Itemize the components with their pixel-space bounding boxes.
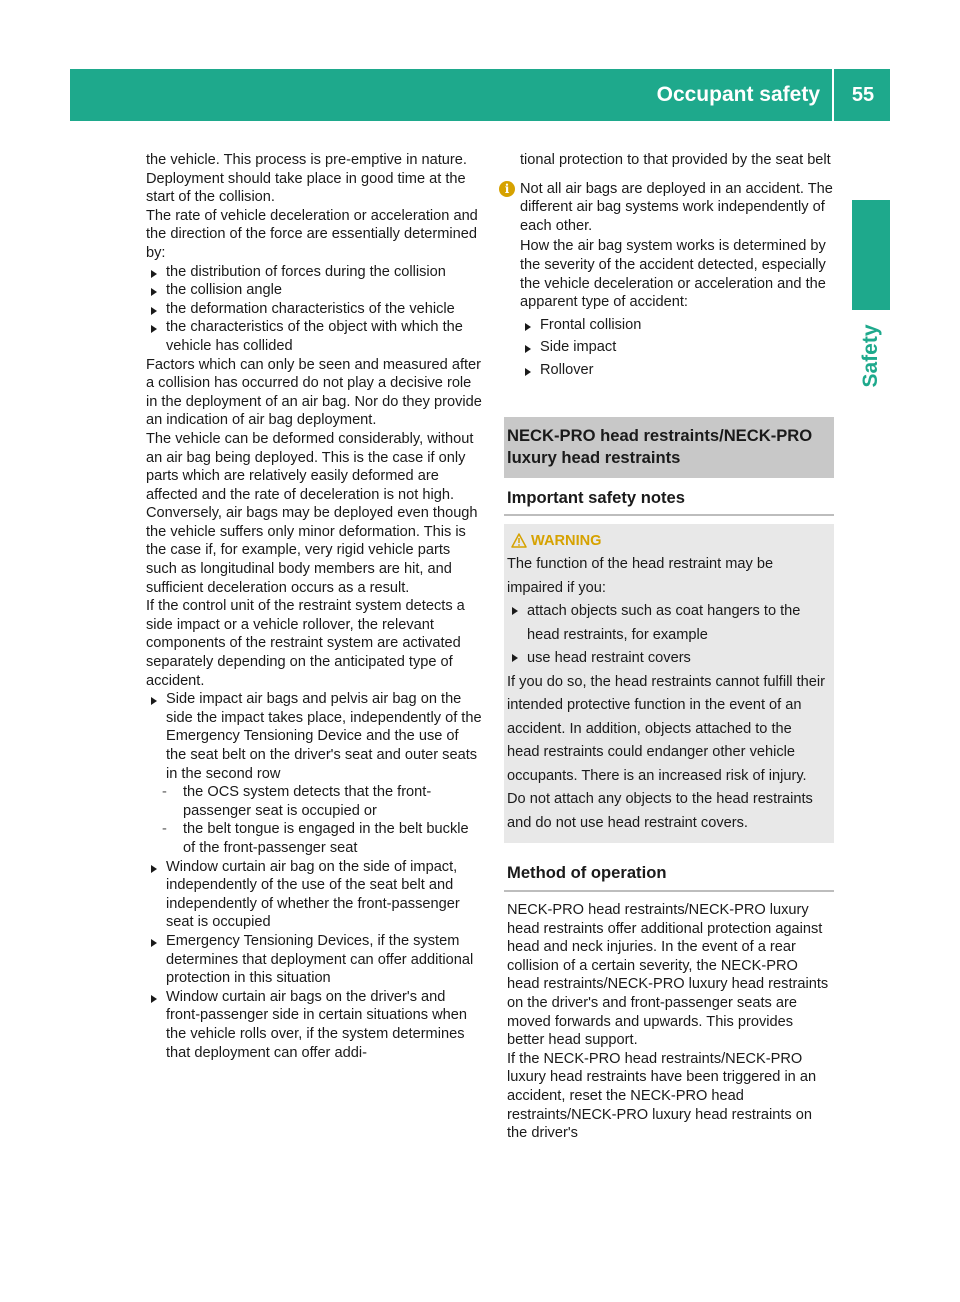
header-bar (70, 69, 890, 121)
info-text: How the air bag system works is determined by the severity of the accident detected, especially the vehicle deceleration or acceleration and the apparent type of accident: (520, 238, 826, 311)
list-item: Frontal collision (520, 316, 834, 335)
warning-icon (511, 533, 527, 548)
paragraph: NECK-PRO head restraints/NECK-PRO luxury head restraints offer additional protection against head and neck injuries. In the event of a rear collision of a certain severity, the NECK-PRO head restraints/NECK-PRO luxury head restraints on the driver's and front-passenger seats are moved forwards and upwards. This provides better head support. (507, 902, 829, 1049)
paragraph: The function of the head restraint may be impaired if you: (507, 556, 774, 596)
side-tab-label: Safety (859, 324, 882, 388)
page-number: 55 (851, 84, 875, 106)
warning-title: WARNING (531, 532, 602, 549)
paragraph: the vehicle. This process is pre-emptive in nature. Deployment should take place in good time at the start of the collision. (146, 152, 467, 206)
list-item: the characteristics of the object with which the vehicle has collided (146, 318, 482, 355)
paragraph: The vehicle can be deformed considerably, without an air bag being deployed. This is the case if only parts which are relatively easily deformed are affected and the rate of deceleration is not high. Conversely, air bags may be deployed even though the vehicle suffers only minor deformation. This is the case if, for example, very rigid vehicle parts such as longitudinal body members are hit, and sufficient deceleration occurs as a result. (146, 430, 478, 596)
list-item: Side impact air bags and pelvis air bag on the side the impact takes place, independently of the Emergency Tensioning Device and the use of the seat belt on the driver's seat and outer seats in the second row (146, 690, 482, 783)
list-item: the collision angle (146, 281, 482, 300)
warning-box (504, 524, 834, 844)
list-item: Window curtain air bags on the driver's and front-passenger side in certain situations when the vehicle rolls over, if the system determines that deployment can offer addi- (146, 988, 482, 1062)
list-item: use head restraint covers (507, 647, 826, 671)
page-title: Occupant safety (656, 83, 820, 106)
info-icon: i (499, 181, 515, 197)
list-item: attach objects such as coat hangers to the head restraints, for example (507, 600, 826, 647)
subheading: Important safety notes (504, 487, 834, 516)
paragraph: If the control unit of the restraint system detects a side impact or a vehicle rollover, the relevant components of the restraint system are activated separately depending on the anticipated type of accident. (146, 598, 465, 689)
info-note (504, 180, 834, 380)
left-column (146, 151, 482, 1062)
right-column (504, 151, 834, 1143)
list-item: the deformation characteristics of the vehicle (146, 300, 482, 319)
info-text: Not all air bags are deployed in an accident. The different air bag systems work independently of each other. (520, 180, 833, 234)
section-title: NECK-PRO head restraints/NECK-PRO luxury head restraints (504, 417, 834, 478)
list-item: the distribution of forces during the collision (146, 263, 482, 282)
list-item: Rollover (520, 361, 834, 380)
paragraph: If the NECK-PRO head restraints/NECK-PRO luxury head restraints have been triggered in an accident, reset the NECK-PRO head restraints/NECK-PRO luxury head restraints on the driver's (507, 1050, 817, 1142)
sub-list-item: - the belt tongue is engaged in the belt buckle of the front-passenger seat (146, 820, 482, 857)
paragraph: tional protection to that provided by the seat belt (520, 152, 831, 168)
paragraph: The rate of vehicle deceleration or acceleration and the direction of the force are essentially determined by: (146, 207, 478, 261)
paragraph: Factors which can only be seen and measured after a collision has occurred do not play a decisive role in the deployment of an air bag. Nor do they provide an indication of air bag deployment. (146, 356, 482, 429)
header-divider (832, 69, 834, 121)
side-tab-marker (852, 200, 890, 310)
paragraph: Do not attach any objects to the head restraints and do not use head restraint covers. (507, 791, 813, 831)
list-item: Window curtain air bag on the side of impact, independently of the use of the seat belt and independently of whether the front-passenger seat is occupied (146, 858, 482, 932)
sub-list-item: - the OCS system detects that the front-passenger seat is occupied or (146, 783, 482, 820)
subheading: Method of operation (504, 862, 834, 892)
list-item: Emergency Tensioning Devices, if the system determines that deployment can offer additional protection in this situation (146, 932, 482, 988)
warning-heading (507, 530, 826, 554)
list-item: Side impact (520, 338, 834, 357)
paragraph: If you do so, the head restraints cannot fulfill their intended protective function in the event of an accident. In addition, objects attached to the head restraints could endanger other vehicle occupants. There is an increased risk of injury. (507, 673, 825, 784)
